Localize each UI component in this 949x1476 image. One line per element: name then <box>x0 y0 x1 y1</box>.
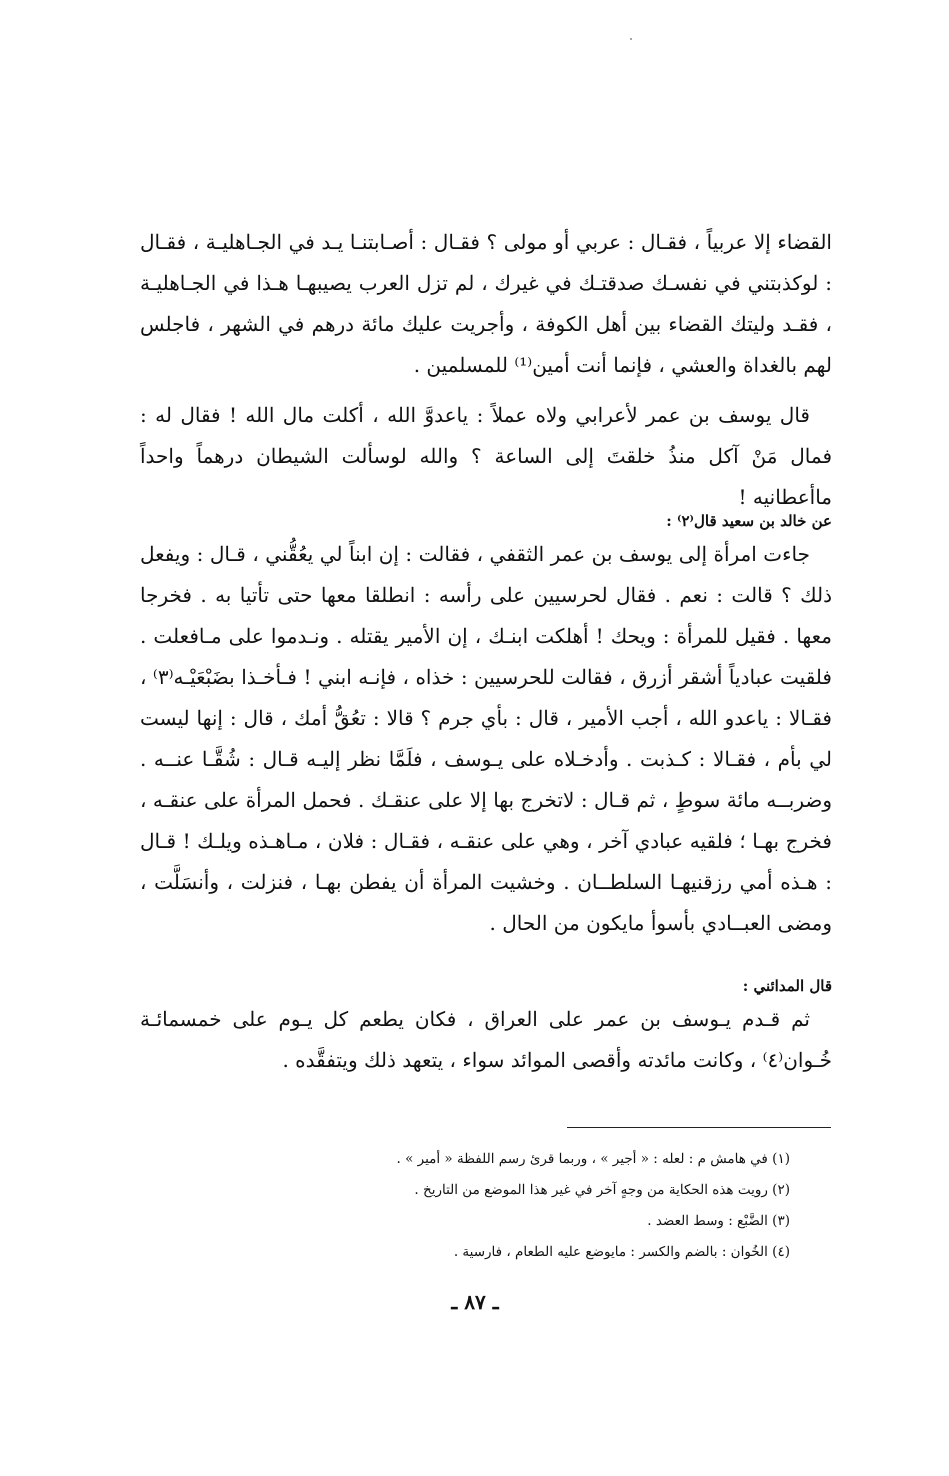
section-heading-1: عن خالد بن سعيد قال⁽٢⁾ : <box>666 512 832 530</box>
paragraph-block-1 <box>140 222 832 386</box>
footnote-1: (١) في هامش م : لعله : « أجير » ، وربما قرئ رسم اللفظة « أمير » . <box>396 1151 790 1167</box>
paragraph-1: القضاء إلا عربياً ، فقـال : عربي أو مولى ؟ فقـال : أصـابتنـا يـد في الجـاهليـة ، فقـال : لوكذبتني في نفسـك صدقتـك في غيرك ، لم تزل العرب يصيبهـا هـذا في الجـاهليـة ، فقـد وليتك القضاء بين أهل الكوفة ، وأجريت عليك مائة درهم في الشهر ، فاجلس لهم بالغداة والعشي ، فإنما أنت أمين⁽¹⁾ للمسلمين . <box>140 230 833 377</box>
page-number: ـ ٨٧ ـ <box>451 1290 499 1314</box>
footnote-4: (٤) الخُوان : بالضم والكسر : مايوضع عليه الطعام ، فارسية . <box>453 1244 790 1260</box>
footnote-separator <box>567 1127 831 1128</box>
section-heading-2: قال المدائني : <box>742 977 832 995</box>
paragraph-4: ثم قـدم يـوسف بن عمر على العراق ، فكان يطعم كل يـوم على خمسمائـة خُـوان⁽٤⁾ ، وكانت مائدته وأقصى الموائد سواء ، يتعهد ذلك ويتفقَّده . <box>140 1007 832 1072</box>
section-madaini <box>140 973 832 1081</box>
footnote-2: (٢) رويت هذه الحكاية من وجهٍ آخر في غير هذا الموضع من التاريخ . <box>414 1182 790 1198</box>
paragraph-2: قال يوسف بن عمر لأعرابي ولاه عملاً : ياعدوَّ الله ، أكلت مال الله ! فقال له : فمال مَنْ آكل منذُ خلقتَ إلى الساعة ؟ والله لوسألت الشيطان درهماً واحداً ماأعطانيه ! <box>140 403 832 509</box>
footnotes <box>300 1144 790 1268</box>
section-khalid <box>140 508 832 944</box>
footnote-3: (٣) الضَّبْع : وسط العضد . <box>647 1213 790 1229</box>
scan-speck <box>630 38 632 40</box>
paragraph-3: جاءت امرأة إلى يوسف بن عمر الثقفي ، فقالت : إن ابناً لي يعُقُّني ، قـال : ويفعل ذلك ؟ قالت : نعم . فقال لحرسيين على رأسه : انطلقا معها حتى تأتيا به . فخرجا معها . فقيل للمرأة : ويحك ! أهلكت ابنـك ، إن الأمير يقتله . ونـدموا على مـافعلت . فلقيت عبادياً أشقر أزرق ، فقالت للحرسيين : خذاه ، فإنـه ابني ! فـأخـذا بضَبْعَيْـه⁽٣⁾ ، فقـالا : ياعدو الله ، أجب الأمير ، قال : بأي جرم ؟ قالا : تعُقُّ أمك ، قال : إنها ليست لي بأم ، فقـالا : كـذبت . وأدخـلاه على يـوسف ، فلَمَّا نظر إليـه قـال : شُقَّـا عنــه . وضربــه مائة سوطٍ ، ثم قـال : لاتخرج بها إلا على عنقـك . فحمل المرأة على عنقـه ، فخرج بهـا ؛ فلقيه عبادي آخر ، وهي على عنقـه ، فقـال : فلان ، مـاهـذه ويلـك ! قـال : هـذه أمي رزقنيهـا السلطــان . وخشيت المرأة أن يفطن بهـا ، فنزلت ، وأنسَلَّت ، ومضى العبــادي بأسوأ مايكون من الحال . <box>140 542 832 935</box>
paragraph-block-2 <box>140 395 832 518</box>
